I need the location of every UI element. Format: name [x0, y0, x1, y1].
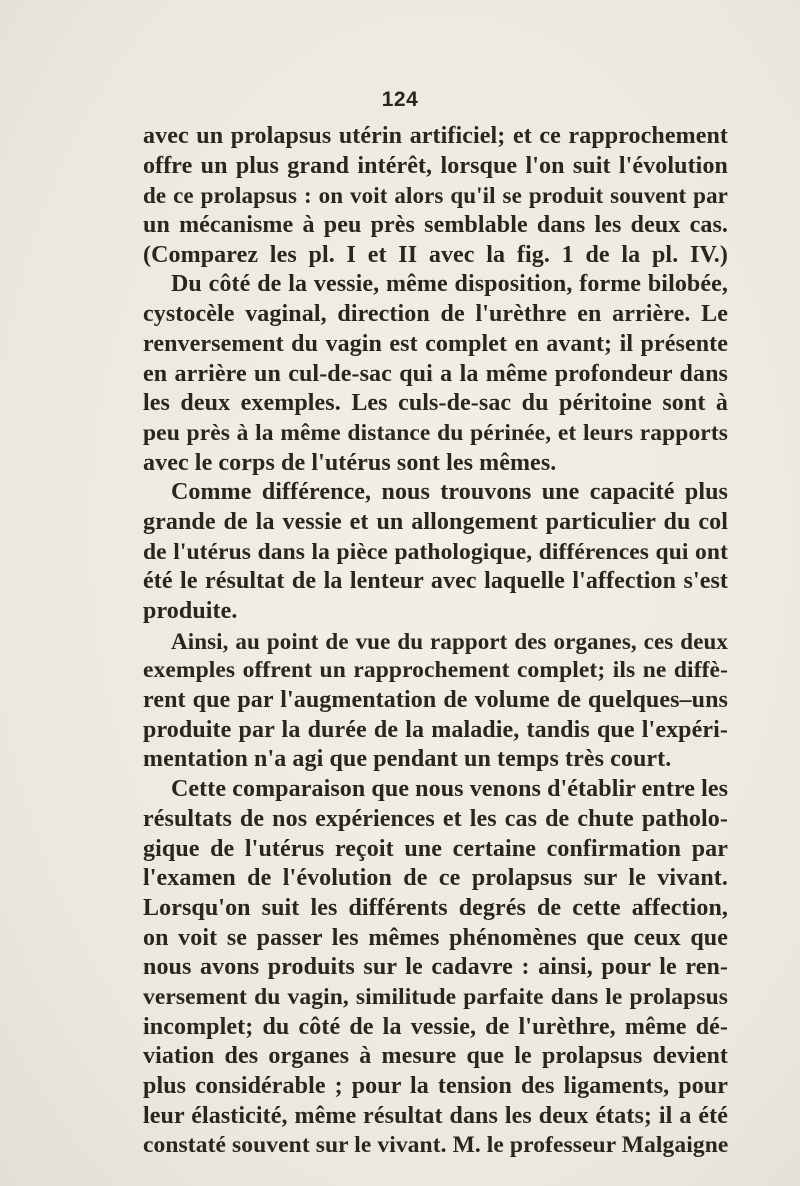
text-line: gique de l'utérus reçoit une certaine confirmation par — [143, 835, 728, 862]
text-line: résultats de nos expériences et les cas de chute patholo- — [143, 805, 728, 832]
text-line: rent que par l'augmentation de volume de quelques–uns — [143, 687, 728, 714]
text-line: offre un plus grand intérêt, lorsque l'on suit l'évolution — [143, 152, 728, 179]
text-line: grande de la vessie et un allongement particulier du col — [143, 508, 728, 535]
text-line: versement du vagin, similitude parfaite dans le prolapsus — [143, 983, 728, 1010]
text-line: (Comparez les pl. I et II avec la fig. 1 de la pl. IV.) — [143, 241, 728, 268]
text-line: avec le corps de l'utérus sont les mêmes. — [143, 449, 557, 476]
text-line: de ce prolapsus : on voit alors qu'il se produit souvent par — [143, 183, 728, 209]
text-line: Du côté de la vessie, même disposition, forme bilobée, — [171, 271, 728, 298]
text-line: produite. — [143, 598, 238, 624]
text-line: viation des organes à mesure que le prolapsus devient — [143, 1043, 728, 1070]
text-line: l'examen de l'évolution de ce prolapsus sur le vivant. — [143, 865, 728, 892]
text-line: mentation n'a agi que pendant un temps très court. — [143, 746, 672, 773]
body-text — [143, 122, 728, 1161]
text-line: produite par la durée de la maladie, tandis que l'expéri- — [143, 716, 728, 743]
text-line: Ainsi, au point de vue du rapport des organes, ces deux — [171, 628, 728, 654]
text-line: on voit se passer les mêmes phénomènes que ceux que — [143, 924, 728, 951]
text-line: été le résultat de la lenteur avec laquelle l'affection s'est — [143, 568, 728, 595]
text-line: leur élasticité, même résultat dans les deux états; il a été — [143, 1102, 728, 1129]
text-line: un mécanisme à peu près semblable dans les deux cas. — [143, 212, 728, 239]
text-line: peu près à la même distance du périnée, et leurs rapports — [143, 419, 728, 446]
text-line: incomplet; du côté de la vessie, de l'urèthre, même dé- — [143, 1013, 728, 1040]
text-line: constaté souvent sur le vivant. M. le professeur Malgaigne — [143, 1132, 728, 1159]
text-line: avec un prolapsus utérin artificiel; et ce rapprochement — [143, 123, 728, 149]
text-line: Lorsqu'on suit les différents degrés de cette affection, — [143, 894, 728, 921]
page-number: 124 — [381, 88, 419, 111]
text-line: exemples offrent un rapprochement complet; ils ne diffè- — [143, 657, 728, 684]
text-line: Cette comparaison que nous venons d'établir entre les — [171, 776, 728, 803]
text-line: Comme différence, nous trouvons une capacité plus — [171, 479, 728, 506]
text-line: renversement du vagin est complet en avant; il présente — [143, 330, 728, 357]
text-line: de l'utérus dans la pièce pathologique, différences qui ont — [143, 538, 728, 565]
text-line: cystocèle vaginal, direction de l'urèthre en arrière. Le — [143, 301, 728, 328]
text-line: les deux exemples. Les culs-de-sac du péritoine sont à — [143, 390, 728, 417]
text-line: nous avons produits sur le cadavre : ainsi, pour le ren- — [143, 954, 728, 981]
text-line: en arrière un cul-de-sac qui a la même profondeur dans — [143, 360, 728, 387]
text-line: plus considérable ; pour la tension des ligaments, pour — [143, 1073, 728, 1099]
